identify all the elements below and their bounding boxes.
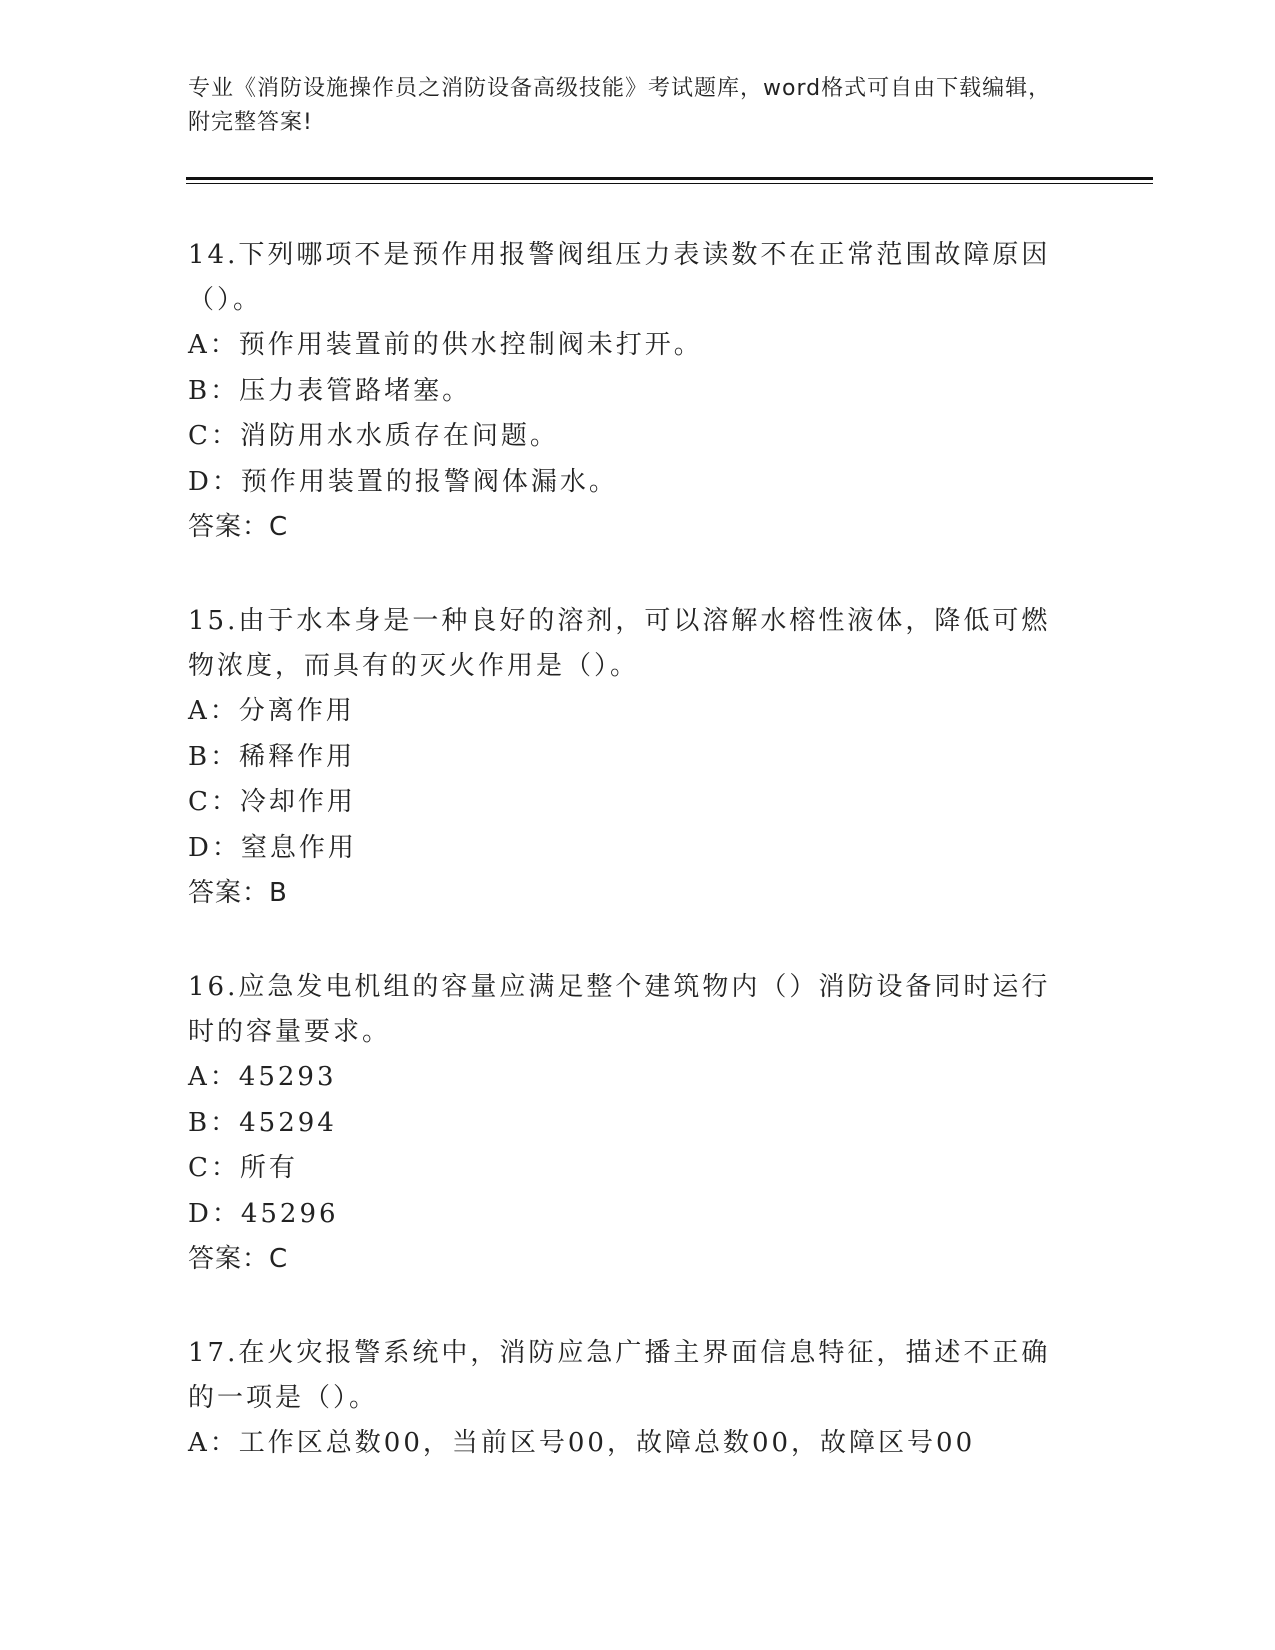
- option-a: A：工作区总数00，当前区号00，故障总数00，故障区号00: [188, 1428, 976, 1458]
- question-16: [188, 965, 1078, 1282]
- option-b: B：45294: [188, 1107, 337, 1138]
- question-list: [188, 233, 1078, 1516]
- answer-label: 答案：B: [188, 878, 288, 908]
- header-divider-thick: [186, 177, 1153, 180]
- option-a: A：预作用装置前的供水控制阀未打开。: [188, 330, 703, 360]
- answer-label: 答案：C: [188, 512, 289, 542]
- question-stem: 14.下列哪项不是预作用报警阀组压力表读数不在正常范围故障原因（）。: [188, 240, 1051, 315]
- option-b: B：压力表管路堵塞。: [188, 375, 472, 406]
- option-a: A：分离作用: [188, 696, 355, 726]
- question-14: [188, 233, 1078, 550]
- question-17: [188, 1331, 1078, 1467]
- question-stem: 16.应急发电机组的容量应满足整个建筑物内（）消防设备同时运行时的容量要求。: [188, 972, 1051, 1047]
- option-b: B：稀释作用: [188, 741, 356, 772]
- document-intro: 专业《消防设施操作员之消防设备高级技能》考试题库，word格式可自由下载编辑，附完整答案!: [188, 76, 1052, 135]
- question-15: [188, 599, 1078, 916]
- option-c: C：冷却作用: [188, 787, 356, 817]
- option-a: A：45293: [188, 1062, 337, 1092]
- option-c: C：消防用水水质存在问题。: [188, 421, 559, 451]
- option-c: C：所有: [188, 1153, 298, 1183]
- option-d: D：45296: [188, 1198, 339, 1229]
- question-stem: 17.在火灾报警系统中，消防应急广播主界面信息特征，描述不正确的一项是（）。: [188, 1338, 1051, 1413]
- answer-label: 答案：C: [188, 1244, 289, 1274]
- option-d: D：预作用装置的报警阀体漏水。: [188, 466, 618, 497]
- header-divider-thin: [186, 183, 1153, 184]
- option-d: D：窒息作用: [188, 832, 357, 863]
- question-stem: 15.由于水本身是一种良好的溶剂，可以溶解水榕性液体，降低可燃物浓度，而具有的灭火作用是（）。: [188, 606, 1051, 681]
